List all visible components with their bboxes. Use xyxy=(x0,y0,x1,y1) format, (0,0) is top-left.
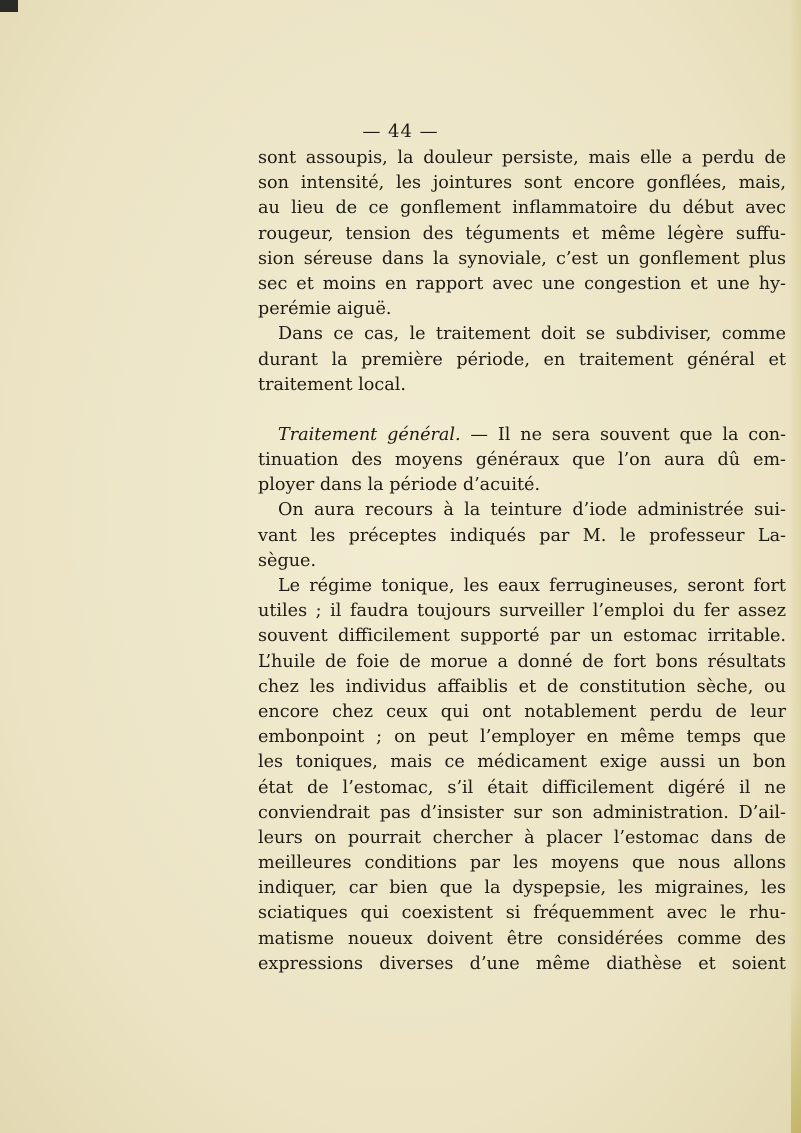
text-line: traitement local. xyxy=(258,374,406,395)
text-line: L’huile de foie de morue a donné de fort bons résultats xyxy=(258,651,786,672)
text-line: matisme noueux doivent être considérées comme des xyxy=(258,928,786,949)
section-first-line xyxy=(258,423,786,448)
page-edge-stain xyxy=(791,980,801,1133)
text-line: meilleures conditions par les moyens que nous allons xyxy=(258,853,786,874)
text-line: son intensité, les jointures sont encore gonflées, mais, xyxy=(258,173,786,194)
text-line: tinuation des moyens généraux que l’on aura dû em- xyxy=(258,450,786,471)
section-first-line-rest: — Il ne sera souvent que la con- xyxy=(460,424,786,445)
text-line: sec et moins en rapport avec une congestion et une hy- xyxy=(258,273,786,294)
text-line: rougeur, tension des téguments et même légère suffu- xyxy=(258,223,786,244)
text-line: utiles ; il faudra toujours surveiller l’emploi du fer assez xyxy=(258,601,786,622)
body-text xyxy=(258,146,786,977)
text-line: au lieu de ce gonflement inflammatoire du début avec xyxy=(258,198,786,219)
text-line: durant la première période, en traitement général et xyxy=(258,349,786,370)
text-line: sont assoupis, la douleur persiste, mais elle a perdu de xyxy=(258,148,786,168)
text-line: souvent difficilement supporté par un estomac irritable. xyxy=(258,626,786,647)
text-line: perémie aiguë. xyxy=(258,299,392,320)
text-line: embonpoint ; on peut l’employer en même temps que xyxy=(258,727,786,748)
text-line: sciatiques qui coexistent si fréquemment avec le rhu- xyxy=(258,903,786,924)
text-line: On aura recours à la teinture d’iode administrée sui- xyxy=(278,500,786,521)
text-line: sègue. xyxy=(258,550,317,571)
text-line: ployer dans la période d’acuité. xyxy=(258,475,541,496)
text-line: les toniques, mais ce médicament exige aussi un bon xyxy=(258,752,786,773)
text-line: sion séreuse dans la synoviale, c’est un gonflement plus xyxy=(258,248,786,269)
text-line: état de l’estomac, s’il était difficilement digéré il ne xyxy=(258,777,786,798)
text-line: indiquer, car bien que la dyspepsie, les migraines, les xyxy=(258,878,786,899)
page-edge-shadow xyxy=(789,0,801,1133)
text-line: encore chez ceux qui ont notablement perdu de leur xyxy=(258,701,786,722)
text-line: vant les préceptes indiqués par M. le professeur La- xyxy=(258,525,786,546)
scan-corner-mark xyxy=(0,0,18,12)
text-line: Dans ce cas, le traitement doit se subdiviser, comme xyxy=(278,324,786,345)
text-line: conviendrait pas d’insister sur son administration. D’ail- xyxy=(258,802,786,823)
text-line: chez les individus affaiblis et de constitution sèche, ou xyxy=(258,676,786,697)
text-line: expressions diverses d’une même diathèse et soient xyxy=(258,953,786,974)
section-heading: Traitement général. xyxy=(278,424,461,445)
page-number: — 44 — xyxy=(362,121,439,142)
text-line: Le régime tonique, les eaux ferrugineuses, seront fort xyxy=(278,576,786,596)
text-line: leurs on pourrait chercher à placer l’estomac dans de xyxy=(258,827,786,848)
